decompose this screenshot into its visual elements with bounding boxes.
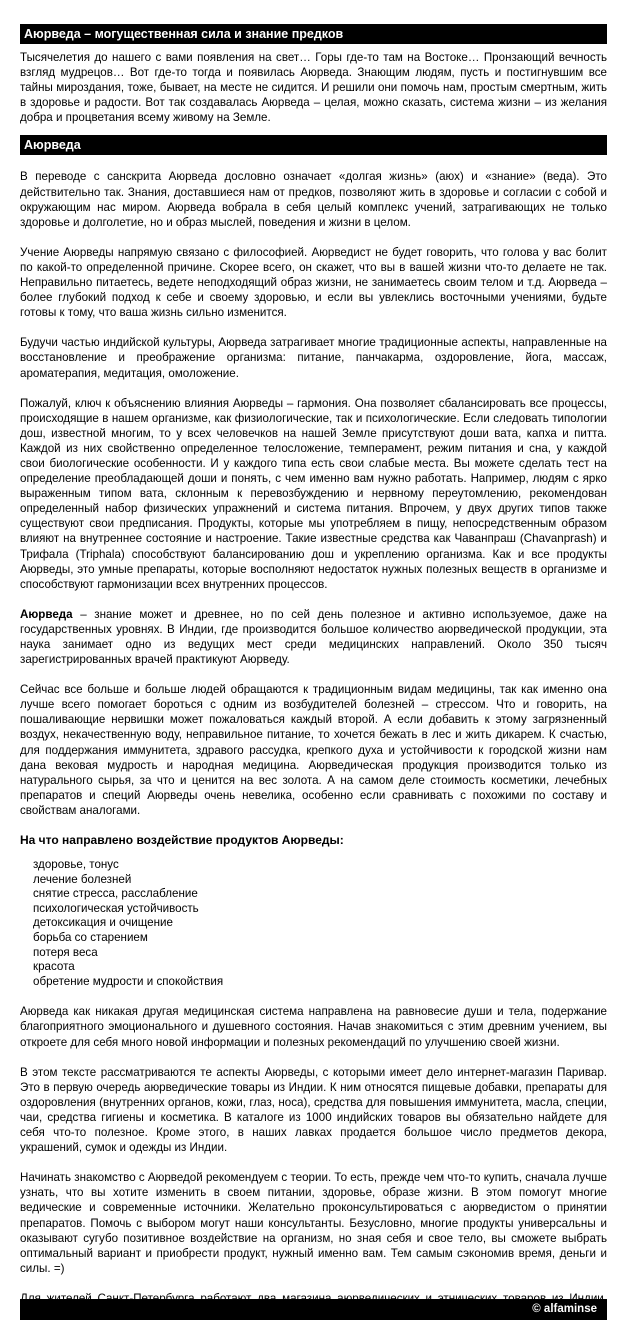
list-item: здоровье, тонус [33, 858, 119, 872]
paragraph-knowledge-text: – знание может и древнее, но по сей день полезное и активно используемое, даже на государственных уровнях. В Индии, где производится большое количество аюрведической продукции, эта наука занимает одно из ведущих мест среди медицинских направлений. Около 350 тысяч зарегистрированных врачей практикуют Аюрведу. [20, 607, 607, 667]
page-title: Аюрведа – могущественная сила и знание предков [20, 24, 607, 44]
paragraph-harmony: Пожалуй, ключ к объяснению влияния Аюрведы – гармония. Она позволяет сбалансировать все процессы, происходящие в нашем организме, как физиологические, так и психологические. Если следовать типологии дош, известной многим, то у всех человечков на нашей Земле присутствуют доши вата, капха и питта. Каждой из них свойственно определенное телосложение, темперамент, режим питания и сна, у каждой свои биологические особенности. И у каждого типа есть свои слабые места. Вы можете сделать тест на определение преобладающей доши и понять, с чем именно вам нужно работать. Например, людям с ярко выраженным типом вата, склонным к перевозбуждению и нервному переутомлению, рекомендован определенный набор физических упражнений и система питания. Впрочем, у двух других типов также существуют свои предписания. Продукты, которые мы употребляем в пищу, непосредственным образом влияют на внутреннее состояние и настроение. Такие известные средства как Чаванпраш (Chavanprash) и Трифала (Triphala) способствуют балансированию дош и укреплению организма. Как и все продукты Аюрведы, это умные препараты, которые восполняют недостаток нужных полезных веществ в организме и способствуют гармонизации всех внутренних процессов. [20, 396, 607, 591]
list-item: потеря веса [33, 945, 98, 959]
paragraph-definition: В переводе с санскрита Аюрведа дословно означает «долгая жизнь» (аюх) и «знание» (веда). Это действительно так. Знания, доставшиеся нам от предков, позволяют жить в здоровье и согласии с собой и окружающим нас миром. Аюрведа вобрала в себя целый комплекс учений, затрагивающих не только здоровье и долголетие, но и образ мыслей, поведения и жизни в целом. [20, 170, 607, 229]
list-item: психологическая устойчивость [33, 901, 199, 915]
paragraph-knowledge [20, 607, 607, 667]
article [20, 24, 607, 1321]
list-title: На что направлено воздействие продуктов Аюрведы: [20, 833, 344, 848]
list-item: лечение болезней [33, 872, 132, 886]
paragraph-culture: Будучи частью индийской культуры, Аюрведа затрагивает многие традиционные аспекты, направленные на восстановление и преображение организма: питание, панчакарма, оздоровление, йога, массаж, ароматерапия, медитация, омоложение. [20, 336, 607, 380]
list-item: детоксикация и очищение [33, 916, 173, 930]
footer-credit: © alfaminse [20, 1299, 607, 1320]
paragraph-store: В этом тексте рассматриваются те аспекты Аюрведы, с которыми имеет дело интернет-магазин Паривар. Это в первую очередь аюрведические товары из Индии. К ним относятся пищевые добавки, препараты для оздоровления (внутренних органов, кожи, глаз, носа), средства для повышения иммунитета, масла, специи, чаи, средства гигиены и косметика. В каталоге из 1000 индийских товаров вы обязательно найдете для себя что-то полезное. Кроме этого, в наших лавках продается большое число предметов декора, украшений, сумок и одежды из Индии. [20, 1065, 607, 1155]
list-item: борьба со старением [33, 931, 148, 944]
list-item: красота [33, 960, 75, 974]
paragraph-balance: Аюрведа как никакая другая медицинская система направлена на равновесие души и тела, подержание благоприятного эмоционального и душевного состояния. Начав знакомиться с этим древним учением, вы откроете для себя много новой информации и полезных рекомендаций по улучшению своей жизни. [20, 1005, 607, 1049]
section-title: Аюрведа [20, 135, 607, 155]
paragraph-advice: Начинать знакомство с Аюрведой рекомендуем с теории. То есть, прежде чем что-то купить, сначала лучше узнать, что вы хотите изменить в своем питании, здоровье, образе жизни. В этом помогут многие ведические и современные источники. Желательно проконсультироваться с аюрведистом о принятии препаратов. Помочь с выбором могут наши консультанты. Безусловно, многие продукты универсальны и оказывают сугубо позитивное воздействие на организм, но зная себя и свое тело, вы сможете выбрать оптимальный вариант и приобрести продукт, нужный именно вам. Тем самым сэкономив время, деньги и силы. =) [20, 1171, 607, 1275]
bold-term: Аюрведа [20, 607, 73, 621]
paragraph-stress: Сейчас все больше и больше людей обращаются к традиционным видам медицины, так как именно она лучше всего помогает бороться с одним из возбудителей болезней – стрессом. Что и говорить, на пошаливающие нервишки может пожаловаться каждый второй. А если добавить к этому загрязненный воздух, некачественную воду, неправильное питание, то хочется бежать в лес и жить дикарем. К счастью, для поддержания иммунитета, здравого рассудка, крепкого духа и устойчивости к городской жизни нам дана вековая мудрость и народная медицина. Аюрведическая продукция производится только из натурального сырья, за что и ценится на вес золота. А на самом деле стоимость косметики, лечебных препаратов и специй Аюрведы очень невелика, особенно если сравнивать с похожими по составу и свойствам аналогами. [20, 683, 607, 817]
benefits-list [20, 858, 607, 989]
list-item: снятие стресса, расслабление [33, 887, 198, 901]
intro-paragraph: Тысячелетия до нашего с вами появления на свет… Горы где-то там на Востоке… Пронзающий вечность взгляд мудрецов… Вот где-то тогда и появилась Аюрведа. Знающим людям, пусть и постигнувшим все тайны мироздания, тоже, бывает, на месте не сидится. И решили они помочь нам, простым смертным, жить в здоровье и радости. Вот так создавалась Аюрведа – целая, можно сказать, система жизни – из желания добра и процветания всему живому на Земле. [20, 51, 607, 125]
list-item: обретение мудрости и спокойствия [33, 974, 224, 988]
paragraph-philosophy: Учение Аюрведы напрямую связано с философией. Аюрведист не будет говорить, что голова у вас болит по какой-то определенной причине. Скорее всего, он скажет, что вы в вашей жизни что-то делаете не так. Неправильно питаетесь, ведете неподходящий образ жизни, не занимаетесь своим телом и т.д. Аюрведа – более глубокий подход к себе и своему здоровью, и если вы увлеклись восточными учениями, будьте готовы к тому, что ваша жизнь сильно изменится. [20, 245, 607, 320]
